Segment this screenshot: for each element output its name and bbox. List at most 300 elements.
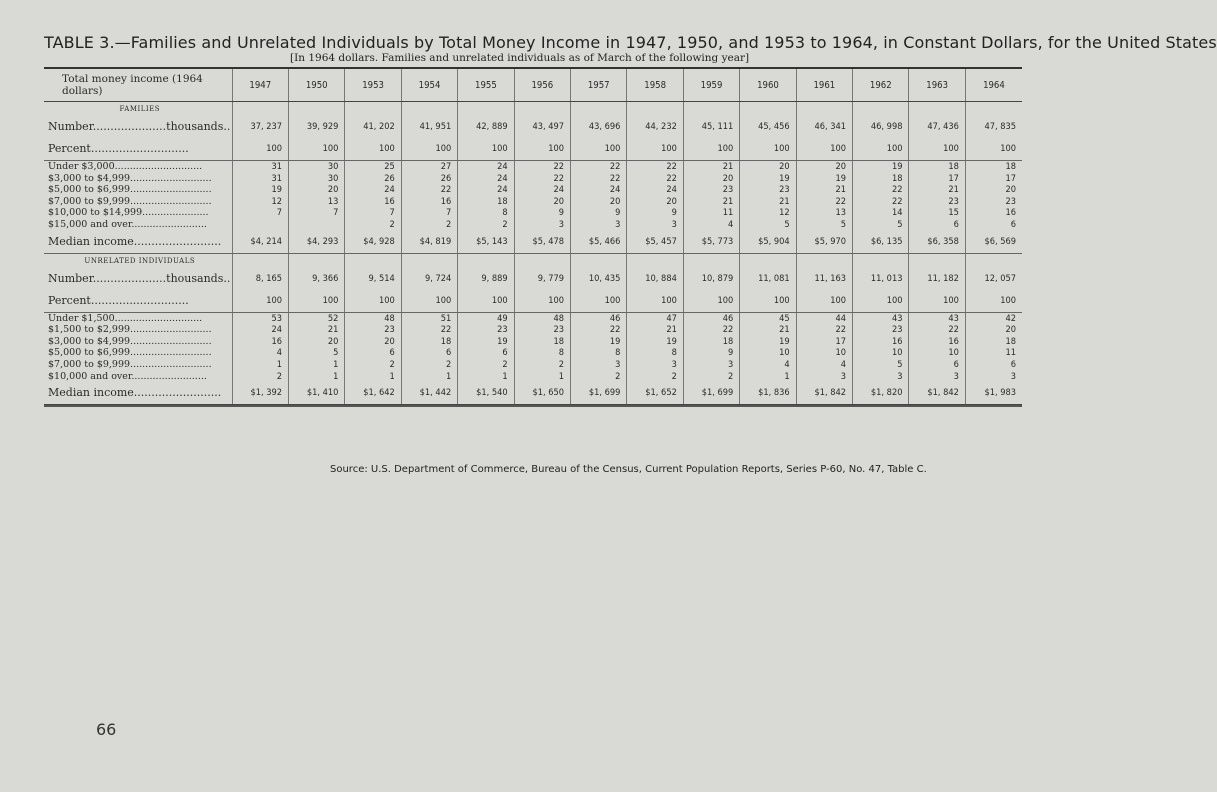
table-cell: 5 xyxy=(853,359,909,371)
table-cell: 100 xyxy=(740,290,796,313)
table-cell: 100 xyxy=(683,290,739,313)
table-cell: 100 xyxy=(401,290,457,313)
empty-cell xyxy=(401,102,457,117)
table-cell: 8, 165 xyxy=(232,268,288,290)
empty-cell xyxy=(683,102,739,117)
table-cell: 21 xyxy=(909,184,965,196)
table-cell: 2 xyxy=(627,371,683,383)
table-cell: 30 xyxy=(289,161,345,173)
table-cell: 19 xyxy=(853,161,909,173)
table-cell: 18 xyxy=(458,196,514,208)
table-cell: $1, 650 xyxy=(514,382,570,405)
table-cell: 100 xyxy=(458,138,514,161)
table-cell: 3 xyxy=(514,219,570,231)
table-cell xyxy=(232,219,288,231)
year-header: 1963 xyxy=(909,69,965,102)
empty-cell xyxy=(740,102,796,117)
table-cell: 20 xyxy=(571,196,627,208)
table-cell: 46 xyxy=(683,312,739,324)
row-label: Median income......................... xyxy=(44,231,232,254)
row-label: Number.....................thousands.. xyxy=(48,120,231,133)
table-cell: $4, 214 xyxy=(232,231,288,254)
row-label: $3,000 to $4,999........................... xyxy=(48,172,212,184)
table-cell: $6, 135 xyxy=(853,231,909,254)
row-label: $10,000 to $14,999...................... xyxy=(48,207,209,219)
table-row xyxy=(44,173,1022,185)
table-cell: 5 xyxy=(796,219,852,231)
table-cell: 23 xyxy=(345,324,401,336)
table-cell: 9 xyxy=(627,207,683,219)
empty-cell xyxy=(683,253,739,268)
table-cell: 41, 202 xyxy=(345,116,401,138)
empty-cell xyxy=(289,253,345,268)
row-label: Median income......................... xyxy=(44,382,232,405)
year-header: 1960 xyxy=(740,69,796,102)
table-cell: 15 xyxy=(909,207,965,219)
table-cell: 1 xyxy=(232,359,288,371)
table-cell: 100 xyxy=(740,138,796,161)
table-cell: 7 xyxy=(345,207,401,219)
empty-cell xyxy=(289,102,345,117)
table-cell: 26 xyxy=(345,173,401,185)
table-cell: 24 xyxy=(458,161,514,173)
table-cell: $5, 143 xyxy=(458,231,514,254)
table-cell: $1, 699 xyxy=(571,382,627,405)
table-cell: 11, 081 xyxy=(740,268,796,290)
empty-cell xyxy=(401,253,457,268)
row-label: $1,500 to $2,999........................... xyxy=(48,324,212,336)
empty-cell xyxy=(965,102,1022,117)
empty-cell xyxy=(571,102,627,117)
table-cell: 18 xyxy=(965,336,1022,348)
table-cell: 100 xyxy=(796,290,852,313)
table-cell: $5, 478 xyxy=(514,231,570,254)
table-cell: 23 xyxy=(740,184,796,196)
table-cell: 13 xyxy=(796,207,852,219)
table-cell: 48 xyxy=(345,312,401,324)
table-cell: 10 xyxy=(740,347,796,359)
table-cell: 100 xyxy=(796,138,852,161)
table-cell: $1, 410 xyxy=(289,382,345,405)
table-cell: 13 xyxy=(289,196,345,208)
table-cell: 19 xyxy=(740,173,796,185)
table-cell: 2 xyxy=(345,359,401,371)
empty-cell xyxy=(909,102,965,117)
table-body xyxy=(44,102,1022,405)
table-cell: 100 xyxy=(965,138,1022,161)
table-cell: 6 xyxy=(965,219,1022,231)
table-cell: 18 xyxy=(514,336,570,348)
year-header: 1961 xyxy=(796,69,852,102)
empty-cell xyxy=(909,253,965,268)
table-cell: 20 xyxy=(965,324,1022,336)
empty-cell xyxy=(627,253,683,268)
table-cell: 20 xyxy=(683,173,739,185)
row-label: $5,000 to $6,999........................... xyxy=(48,347,212,359)
table-cell: 1 xyxy=(289,371,345,383)
row-label: $15,000 and over......................... xyxy=(48,218,207,230)
empty-cell xyxy=(740,253,796,268)
table-cell: 19 xyxy=(627,336,683,348)
table-cell: 11 xyxy=(683,207,739,219)
table-cell: 20 xyxy=(796,161,852,173)
table-cell: 5 xyxy=(289,347,345,359)
table-cell xyxy=(289,219,345,231)
year-header: 1962 xyxy=(853,69,909,102)
table-cell: 8 xyxy=(514,347,570,359)
table-cell: 21 xyxy=(289,324,345,336)
table-cell: 43, 497 xyxy=(514,116,570,138)
table-cell: 6 xyxy=(909,219,965,231)
table-cell: 27 xyxy=(401,161,457,173)
table-cell: 46, 341 xyxy=(796,116,852,138)
year-header: 1955 xyxy=(458,69,514,102)
table-cell: 100 xyxy=(232,290,288,313)
table-cell: 10 xyxy=(909,347,965,359)
empty-cell xyxy=(345,102,401,117)
table-cell: $1, 842 xyxy=(796,382,852,405)
table-cell: 24 xyxy=(627,184,683,196)
empty-cell xyxy=(458,102,514,117)
table-cell: 20 xyxy=(740,161,796,173)
year-header: 1958 xyxy=(627,69,683,102)
table-cell: 4 xyxy=(683,219,739,231)
table-cell: 3 xyxy=(571,219,627,231)
year-header: 1950 xyxy=(289,69,345,102)
section-heading: FAMILIES xyxy=(119,105,161,113)
table-cell: 20 xyxy=(345,336,401,348)
table-cell: 22 xyxy=(796,324,852,336)
table-cell: $6, 569 xyxy=(965,231,1022,254)
table-row xyxy=(44,359,1022,371)
income-table xyxy=(44,69,1022,405)
table-cell: 4 xyxy=(232,347,288,359)
row-label: Number.....................thousands.. xyxy=(48,271,231,285)
table-cell: 18 xyxy=(401,336,457,348)
table-cell: $1, 820 xyxy=(853,382,909,405)
table-cell: 43 xyxy=(853,312,909,324)
empty-cell xyxy=(232,253,288,268)
table-cell: 100 xyxy=(627,138,683,161)
row-label: $5,000 to $6,999........................... xyxy=(48,184,212,196)
table-cell: 22 xyxy=(796,196,852,208)
table-cell: 100 xyxy=(909,138,965,161)
table-cell: 16 xyxy=(909,336,965,348)
table-cell: 22 xyxy=(571,324,627,336)
table-cell: $4, 819 xyxy=(401,231,457,254)
row-label: Percent............................ xyxy=(44,138,232,161)
table-cell: 16 xyxy=(232,336,288,348)
table-cell: 22 xyxy=(401,324,457,336)
table-cell: 31 xyxy=(232,161,288,173)
table-cell: 20 xyxy=(289,184,345,196)
table-cell: 46 xyxy=(571,312,627,324)
table-row xyxy=(44,196,1022,208)
table-cell: 48 xyxy=(514,312,570,324)
table-cell: 3 xyxy=(683,359,739,371)
table-cell: 4 xyxy=(796,359,852,371)
table-cell: 9 xyxy=(683,347,739,359)
table-cell: 12 xyxy=(232,196,288,208)
table-cell: 24 xyxy=(345,184,401,196)
table-cell: 47 xyxy=(627,312,683,324)
table-cell: 100 xyxy=(401,138,457,161)
table-cell: $1, 842 xyxy=(909,382,965,405)
table-cell: 43 xyxy=(909,312,965,324)
table-cell: 20 xyxy=(965,184,1022,196)
table-row xyxy=(44,138,1022,161)
table-cell: 2 xyxy=(458,359,514,371)
table-cell: 47, 436 xyxy=(909,116,965,138)
table-cell: 100 xyxy=(571,290,627,313)
table-cell: 3 xyxy=(909,371,965,383)
table-cell: 7 xyxy=(401,207,457,219)
table-cell: 17 xyxy=(796,336,852,348)
table-cell: 24 xyxy=(571,184,627,196)
table-row xyxy=(44,347,1022,359)
year-header: 1964 xyxy=(965,69,1022,102)
table-cell: $5, 773 xyxy=(683,231,739,254)
table-cell: 3 xyxy=(571,359,627,371)
empty-cell xyxy=(514,102,570,117)
table-cell: 1 xyxy=(401,371,457,383)
table-cell: 6 xyxy=(909,359,965,371)
table-cell: 6 xyxy=(401,347,457,359)
table-cell: 18 xyxy=(965,161,1022,173)
table-cell: 11, 182 xyxy=(909,268,965,290)
table-cell: 12, 057 xyxy=(965,268,1022,290)
section-heading-row xyxy=(44,102,1022,117)
table-cell: 24 xyxy=(232,324,288,336)
table-cell: 22 xyxy=(514,161,570,173)
table-cell: 17 xyxy=(965,173,1022,185)
table-cell: $1, 836 xyxy=(740,382,796,405)
header-row xyxy=(44,69,1022,102)
table-cell: 100 xyxy=(458,290,514,313)
table-cell: 3 xyxy=(965,371,1022,383)
row-label: Under $3,000............................. xyxy=(48,161,203,172)
table-cell: 16 xyxy=(965,207,1022,219)
table-cell: 9 xyxy=(571,207,627,219)
table-cell: 2 xyxy=(232,371,288,383)
table-cell: 100 xyxy=(289,138,345,161)
table-cell: 9, 366 xyxy=(289,268,345,290)
table-cell: 44, 232 xyxy=(627,116,683,138)
table-cell: $4, 928 xyxy=(345,231,401,254)
table-cell: 10, 879 xyxy=(683,268,739,290)
empty-cell xyxy=(514,253,570,268)
table-cell: 100 xyxy=(627,290,683,313)
table-cell: 100 xyxy=(289,290,345,313)
table-cell: 19 xyxy=(571,336,627,348)
table-cell: 2 xyxy=(514,359,570,371)
year-header: 1947 xyxy=(232,69,288,102)
year-header: 1959 xyxy=(683,69,739,102)
table-row xyxy=(44,161,1022,173)
table-cell: 10 xyxy=(796,347,852,359)
table-cell: $1, 652 xyxy=(627,382,683,405)
table-cell: 16 xyxy=(853,336,909,348)
table-cell: 16 xyxy=(345,196,401,208)
table-cell: 7 xyxy=(289,207,345,219)
table-cell: 19 xyxy=(796,173,852,185)
table-cell: 49 xyxy=(458,312,514,324)
table-cell: 23 xyxy=(683,184,739,196)
empty-cell xyxy=(853,253,909,268)
table-cell: 18 xyxy=(853,173,909,185)
table-cell: 1 xyxy=(345,371,401,383)
table-cell: 1 xyxy=(514,371,570,383)
table-cell: 100 xyxy=(345,138,401,161)
table-cell: 51 xyxy=(401,312,457,324)
table-cell: 23 xyxy=(909,196,965,208)
table-cell: 21 xyxy=(740,196,796,208)
table-cell: 18 xyxy=(683,336,739,348)
table-cell: 2 xyxy=(401,359,457,371)
empty-cell xyxy=(796,253,852,268)
table-cell: 14 xyxy=(853,207,909,219)
table-cell: $1, 642 xyxy=(345,382,401,405)
table-cell: 20 xyxy=(289,336,345,348)
table-cell: 53 xyxy=(232,312,288,324)
table-cell: 19 xyxy=(232,184,288,196)
table-row xyxy=(44,382,1022,405)
table-cell: 6 xyxy=(458,347,514,359)
table-cell: 23 xyxy=(853,324,909,336)
section-heading-row xyxy=(44,253,1022,268)
table-row xyxy=(44,336,1022,348)
table-cell: $6, 358 xyxy=(909,231,965,254)
table-cell: 22 xyxy=(853,184,909,196)
year-header: 1954 xyxy=(401,69,457,102)
table-cell: 3 xyxy=(796,371,852,383)
row-label: $7,000 to $9,999........................... xyxy=(48,195,212,207)
table-cell: $1, 392 xyxy=(232,382,288,405)
table-cell: 18 xyxy=(909,161,965,173)
table-cell: 11, 013 xyxy=(853,268,909,290)
table-cell: 3 xyxy=(627,359,683,371)
table-cell: 2 xyxy=(458,219,514,231)
table-cell: 23 xyxy=(514,324,570,336)
table-cell: 24 xyxy=(458,173,514,185)
table-cell: 20 xyxy=(627,196,683,208)
table-cell: 9, 724 xyxy=(401,268,457,290)
row-label: $7,000 to $9,999........................... xyxy=(48,358,212,370)
empty-cell xyxy=(853,102,909,117)
table-cell: 43, 696 xyxy=(571,116,627,138)
table-cell: 22 xyxy=(853,196,909,208)
bottom-rule xyxy=(44,405,1022,407)
row-label: Percent............................ xyxy=(44,290,232,313)
table-row xyxy=(44,312,1022,324)
empty-cell xyxy=(571,253,627,268)
table-cell: 2 xyxy=(401,219,457,231)
table-cell: 9, 889 xyxy=(458,268,514,290)
table-cell: 2 xyxy=(571,371,627,383)
table-cell: 9, 514 xyxy=(345,268,401,290)
table-cell: 100 xyxy=(232,138,288,161)
table-cell: 100 xyxy=(853,138,909,161)
table-cell: 2 xyxy=(683,371,739,383)
table-cell: 31 xyxy=(232,173,288,185)
table-cell: 45, 111 xyxy=(683,116,739,138)
table-cell: 21 xyxy=(683,196,739,208)
table-row xyxy=(44,324,1022,336)
empty-cell xyxy=(232,102,288,117)
source-note: Source: U.S. Department of Commerce, Bureau of the Census, Current Population Reports, Series P-60, No. 47, Table C. xyxy=(330,464,927,475)
table-row xyxy=(44,231,1022,254)
table-cell: 23 xyxy=(458,324,514,336)
table-cell: 1 xyxy=(289,359,345,371)
stub-header: Total money income (1964 dollars) xyxy=(44,69,232,102)
table-row xyxy=(44,290,1022,313)
table-cell: $4, 293 xyxy=(289,231,345,254)
table-cell: 46, 998 xyxy=(853,116,909,138)
table-cell: 23 xyxy=(965,196,1022,208)
row-label: Under $1,500............................. xyxy=(48,312,203,324)
empty-cell xyxy=(627,102,683,117)
empty-cell xyxy=(965,253,1022,268)
table-cell: 3 xyxy=(853,371,909,383)
table-cell: 8 xyxy=(458,207,514,219)
table-cell: 39, 929 xyxy=(289,116,345,138)
table-cell: $1, 442 xyxy=(401,382,457,405)
table-cell: 1 xyxy=(740,371,796,383)
table-cell: 10 xyxy=(853,347,909,359)
table-cell: 8 xyxy=(627,347,683,359)
table-cell: $1, 540 xyxy=(458,382,514,405)
table-cell: $1, 699 xyxy=(683,382,739,405)
table-cell: 100 xyxy=(853,290,909,313)
table-cell: 7 xyxy=(232,207,288,219)
table-cell: 17 xyxy=(909,173,965,185)
table-cell: $5, 457 xyxy=(627,231,683,254)
table-title: TABLE 3.—Families and Unrelated Individuals by Total Money Income in 1947, 1950, and 1953 to 1964, in Constant Dollars, for the United States xyxy=(44,33,1217,52)
table-cell: 21 xyxy=(796,184,852,196)
table-row xyxy=(44,184,1022,196)
empty-cell xyxy=(796,102,852,117)
table-cell: 30 xyxy=(289,173,345,185)
table-cell: $5, 904 xyxy=(740,231,796,254)
table-cell: 45, 456 xyxy=(740,116,796,138)
table-cell: 100 xyxy=(345,290,401,313)
table-cell: 10, 435 xyxy=(571,268,627,290)
table-cell: 19 xyxy=(740,336,796,348)
year-header: 1953 xyxy=(345,69,401,102)
table-cell: 4 xyxy=(740,359,796,371)
row-label: $3,000 to $4,999........................... xyxy=(48,335,212,347)
page-number: 66 xyxy=(96,720,117,739)
table-cell: 100 xyxy=(909,290,965,313)
table-cell: 21 xyxy=(627,324,683,336)
table-cell: 22 xyxy=(571,173,627,185)
table-cell: 22 xyxy=(627,161,683,173)
table-cell: $5, 466 xyxy=(571,231,627,254)
table-cell: 37, 237 xyxy=(232,116,288,138)
table-cell: 42 xyxy=(965,312,1022,324)
table-cell: $5, 970 xyxy=(796,231,852,254)
table-cell: 11 xyxy=(965,347,1022,359)
table-cell: 52 xyxy=(289,312,345,324)
table-cell: 25 xyxy=(345,161,401,173)
year-header: 1957 xyxy=(571,69,627,102)
table-cell: 44 xyxy=(796,312,852,324)
empty-cell xyxy=(458,253,514,268)
table-cell: 2 xyxy=(345,219,401,231)
table-row xyxy=(44,207,1022,219)
table-cell: 12 xyxy=(740,207,796,219)
table-cell: 16 xyxy=(401,196,457,208)
